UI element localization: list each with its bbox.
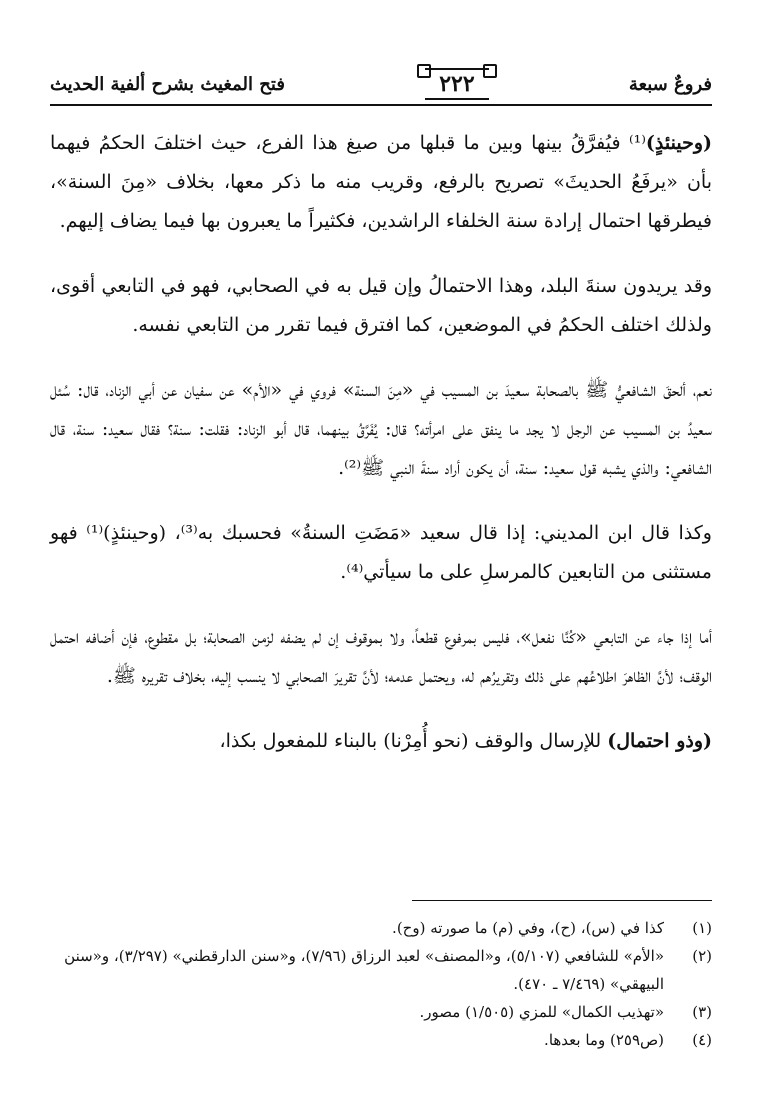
footnote-4 [50,1026,712,1054]
page-number: ٢٢٢ [425,68,488,100]
paragraph-6-text: للإرسال والوقف (نحو أُمِرْنا) بالبناء للمفعول بكذا، [219,730,608,752]
paragraph-3-text: نعم، ألحقَ الشافعيُّ ﷺ بالصحابة سعيدَ بن المسيب في «مِنَ السنة» فروي في «الأم» عن سفيان عن أبي الزناد، قال: سُئل سعيدُ بن المسيب عن الرجل لا يجد ما ينفق على امرأته؟ قال: يُفَرَّقُ بينهما، قال أبو الزناد: فقلت: سنة؟ فقال سعيد: سنة، قال الشافعي: والذي يشبه قول سعيد: سنة، أن يكون أراد سنةَ النبي ﷺ⁽²⁾. [50,379,712,479]
paragraph-1-lead: (وحينئذٍ) [645,132,712,154]
paragraph-5 [50,618,712,696]
paragraph-3 [50,371,712,488]
footnote-1-text: كذا في (س)، (ح)، وفي (م) ما صورته (وح). [392,919,664,937]
paragraph-4 [50,514,712,592]
footnote-2-number: (٢) [692,947,712,965]
main-text [50,124,712,787]
page-header [50,64,712,106]
footnote-3 [50,998,712,1026]
footnote-separator [412,900,712,901]
chapter-title: فروعٌ سبعة [628,73,712,95]
paragraph-5-text: أما إذا جاء عن التابعي «كُنَّا نفعل»، فليس بمرفوع قطعاً، ولا بموقوف إن لم يضفه لزمن الصحابة؛ بل مقطوع، فإن أضافه احتمل الوقف؛ لأنَّ الظاهرَ اطلاعُهم على ذلك وتقريرُهم له، ويحتمل عدمه؛ لأنَّ تقريرَ الصحابي لا ينسب إليه، بخلاف تقريره ﷺ. [50,626,712,687]
footnote-3-number: (٣) [692,1003,712,1021]
paragraph-6 [50,722,712,761]
paragraph-1 [50,124,712,241]
footnote-2-text: «الأم» للشافعي (٥/١٠٧)، و«المصنف» لعبد الرزاق (٧/٩٦)، و«سنن الدارقطني» (٣/٢٩٧)، و«سنن البيهقي» (٧/٤٦٩ ـ ٤٧٠). [64,947,664,993]
book-title: فتح المغيث بشرح ألفية الحديث [50,73,285,95]
footnotes [50,914,712,1054]
paragraph-4-text: وكذا قال ابن المديني: إذا قال سعيد «مَضَتِ السنةُ» فحسبك به⁽³⁾، (وحينئذٍ)⁽¹⁾ فهو مستثنى من التابعين كالمرسلِ على ما سيأتي⁽⁴⁾. [50,522,712,583]
paragraph-2-text: وقد يريدون سنةَ البلد، وهذا الاحتمالُ وإن قيل به في الصحابي، فهو في التابعي أقوى، ولذلك اختلف الحكمُ في الموضعين، كما افترق فيما تقرر من التابعي نفسه. [50,275,712,336]
paragraph-2 [50,267,712,345]
footnote-1-number: (١) [692,919,712,937]
footnote-2 [50,942,712,998]
paragraph-1-text: ⁽¹⁾ فيُفرَّقُ بينها وبين ما قبلها من صيغ هذا الفرع، حيث اختلفَ الحكمُ فيهما بأن «يرفَعُ الحديثَ» تصريح بالرفع، وقريب منه ما ذكر معها، بخلاف «مِنَ السنة»، فيطرقها احتمال إرادة سنة الخلفاء الراشدين، فكثيراً ما يعبرون بها فيما يضاف إليهم. [50,132,712,232]
footnote-1 [50,914,712,942]
footnote-4-text: (ص٢٥٩) وما بعدها. [544,1031,664,1049]
footnote-3-text: «تهذيب الكمال» للمزي (١/٥٠٥) مصور. [419,1003,664,1021]
paragraph-6-lead: (وذو احتمال) [607,730,712,752]
footnote-4-number: (٤) [692,1031,712,1049]
